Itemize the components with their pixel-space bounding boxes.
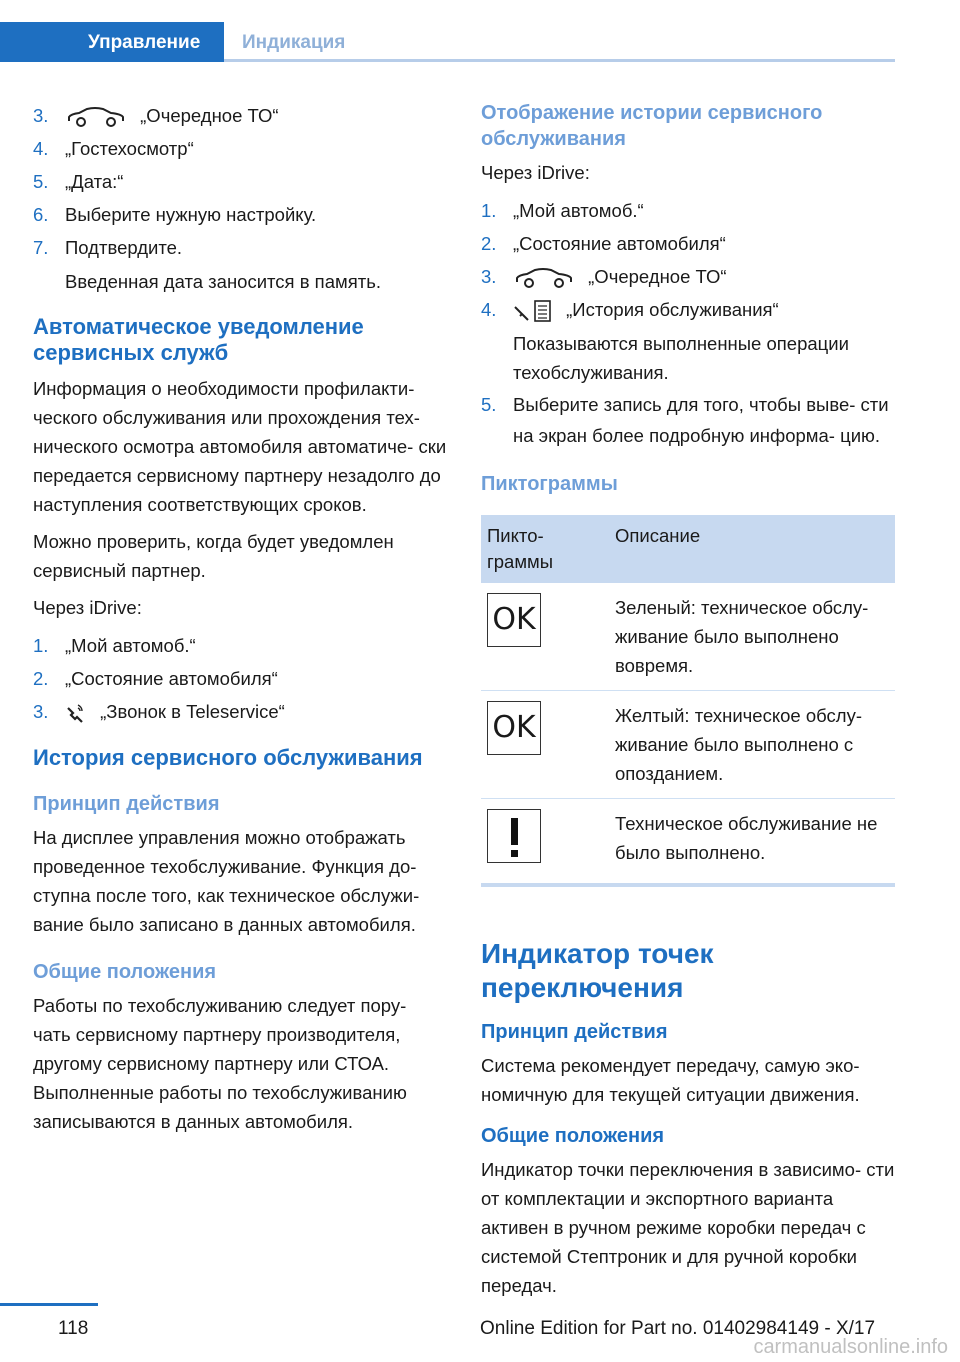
exclamation-icon [487,809,541,863]
service-history-icon [513,299,553,323]
table-header-row [481,515,895,583]
page-number: 118 [58,1318,89,1339]
list-item: 1. „Мой автомоб.“ [481,200,644,221]
description-cell: Зеленый: техническое обслу- живание было выполнено вовремя. [609,583,895,691]
heading-principle: Принцип действия [33,793,220,815]
paragraph-general: Работы по техобслуживанию следует пору- чать сервисному партнеру производителя, другому сервисному партнеру или СТОА. Выполненные работы по техобслуживанию записываются в данных автомобиля. [33,995,407,1132]
tab-control[interactable]: Управление [0,22,224,62]
watermark: carmanualsonline.info [753,1336,948,1358]
paragraph-principle: Система рекомендует передачу, самую эко- номичную для текущей ситуации движения. [481,1055,860,1105]
description-cell: Желтый: техническое обслу- живание было выполнено с опозданием. [609,691,895,799]
heading-general: Общие положения [33,961,217,983]
list-item: 4. „История обслуживания“ Показываются выполненные операции техобслуживания. [481,299,849,383]
description-cell: Техническое обслуживание не было выполнено. [609,799,895,886]
pictogram-cell [481,799,609,886]
header-tabbar [0,22,895,62]
pictogram-cell [481,583,609,691]
list-item: 5. „Дата:“ [33,171,124,192]
heading-history-display: Отображение истории сервисного обслуживания [481,102,823,150]
car-service-icon [65,106,127,128]
history-steps-list [481,195,895,451]
list-item: 3. „Звонок в Teleservice“ [33,696,448,727]
table-header-pictograms: Пикто- граммы [481,515,609,583]
list-item: 2. „Состояние автомобиля“ [481,233,726,254]
table-row [481,583,895,691]
paragraph-principle: На дисплее управления можно отображать проведенное техобслуживание. Функция до- ступна после того, как техническое обслужи- вание было записано в данных автомобиля. [33,827,420,935]
right-column [481,100,895,1308]
ok-yellow-symbol: OK [487,701,541,755]
list-item: 1. „Мой автомоб.“ [33,635,196,656]
list-item: 3. „Очередное ТО“ [481,261,895,292]
paragraph-via-idrive: Через iDrive: [33,597,142,618]
table-header-description: Описание [609,515,895,583]
list-item: 4. „Гостехосмотр“ [33,138,194,159]
settings-steps-list [33,100,448,296]
edition-label: Online Edition for Part no. 01402984149 - X/17 [480,1318,876,1339]
paragraph-auto-notification: Информация о необходимости профилакти- ческого обслуживания или прохождения тех- нического осмотра автомобиля автоматиче- ски передается сервисному партнеру незадолго до наступления соответствующих сроков. [33,378,447,515]
heading-shift-indicator: Индикатор точек переключения [481,938,714,1003]
car-service-icon [513,267,575,289]
list-item: 7. Подтвердите. Введенная дата заносится в память. [33,237,381,292]
pictogram-table [481,515,895,887]
idrive-steps-list [33,630,448,727]
list-item: 2. „Состояние автомобиля“ [33,668,278,689]
heading-service-history: История сервисного обслуживания [33,745,423,770]
list-item: 5. Выберите запись для того, чтобы выве- сти на экран более подробную информа- цию. [481,394,889,446]
teleservice-call-icon [65,702,87,724]
heading-auto-notification: Автоматическое уведомление сервисных служб [33,314,364,365]
heading-general: Общие положения [481,1125,665,1147]
paragraph-check-notification: Можно проверить, когда будет уведомлен сервисный партнер. [33,531,394,581]
left-column [33,100,448,1144]
ok-green-symbol: OK [487,593,541,647]
pictogram-cell [481,691,609,799]
footer-divider [0,1303,98,1306]
paragraph-via-idrive: Через iDrive: [481,162,590,183]
table-row [481,799,895,886]
table-row [481,691,895,799]
heading-pictograms: Пиктограммы [481,473,618,495]
paragraph-general: Индикатор точки переключения в зависимо- сти от комплектации и экспортного варианта активен в ручном режиме коробки передач с системой Стептроник и для ручной коробки передач. [481,1159,895,1296]
list-item: 3. „Очередное ТО“ [33,100,448,131]
heading-principle: Принцип действия [481,1021,668,1043]
tab-indication[interactable]: Индикация [242,32,346,53]
list-item: 6. Выберите нужную настройку. [33,204,317,225]
